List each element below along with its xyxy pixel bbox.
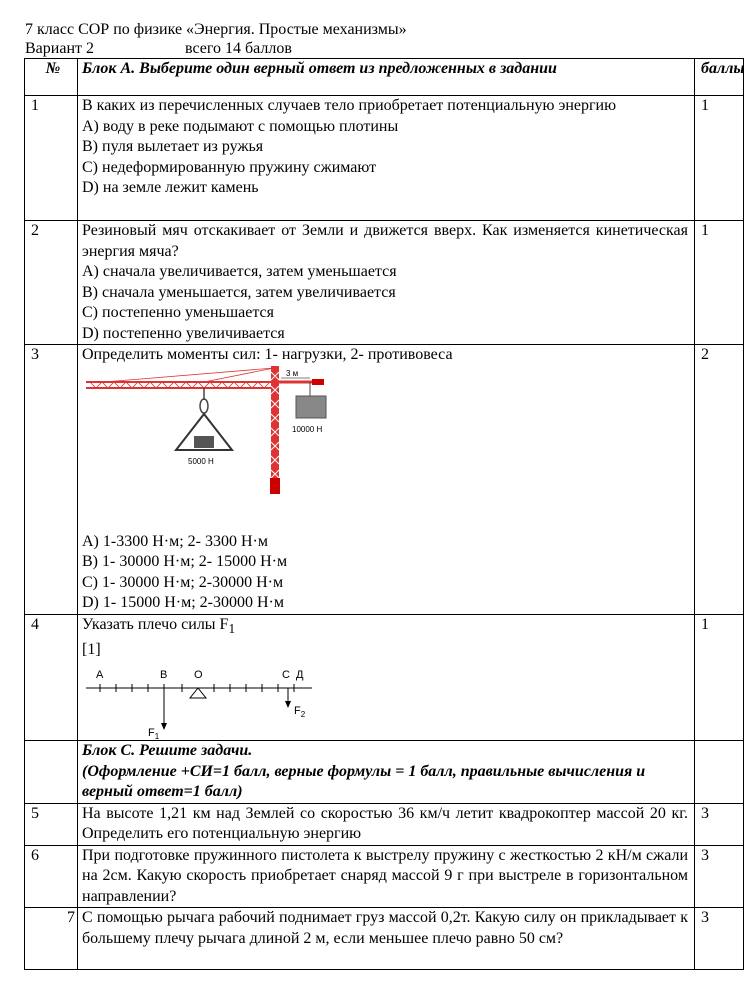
q7-number: 7 — [25, 908, 78, 970]
q4-number: 4 — [25, 615, 78, 741]
q3-cell — [78, 345, 695, 615]
table-row-q7 — [25, 908, 744, 970]
q6-number: 6 — [25, 845, 78, 908]
q5-number: 5 — [25, 803, 78, 845]
force-f1-label: $F_1$ — [148, 727, 160, 742]
tower-base — [270, 478, 280, 494]
q3-text: Определить моменты сил: 1- нагрузки, 2- противовеса — [82, 346, 453, 363]
q2-option-c: С) постепенно уменьшается — [82, 304, 274, 321]
table-row-q3 — [25, 345, 744, 615]
total-points: всего 14 баллов — [185, 40, 292, 57]
q2-option-b: В) сначала уменьшается, затем увеличивается — [82, 283, 396, 301]
crane-tower — [271, 366, 279, 494]
q7-points: 3 — [695, 908, 744, 970]
label-b: В — [160, 669, 168, 682]
block-c-title: Блок С. Решите задачи. — [82, 742, 253, 760]
q1-option-d: D) на земле лежит камень — [82, 179, 259, 196]
distance-label: 3 м — [286, 368, 299, 378]
counterweight-label: 10000 Н — [292, 424, 323, 434]
q2-text: Резиновый мяч отскакивает от Земли и движется вверх. Как изменяется кинетическая энергия мяча? — [82, 222, 688, 260]
col-points-header: баллы — [695, 59, 744, 96]
q1-option-a: А) воду в реке подымают с помощью плотины — [82, 117, 399, 135]
task-table — [24, 58, 744, 970]
q2-cell — [78, 221, 695, 345]
table-row-q2 — [25, 221, 744, 345]
force-f2-label: $F_2$ — [294, 705, 306, 720]
counter-jib-end — [312, 379, 324, 385]
force-f2-head — [285, 701, 291, 708]
q2-number: 2 — [25, 221, 78, 345]
q3-number: 3 — [25, 345, 78, 615]
q5-points: 3 — [695, 803, 744, 845]
load-hook — [200, 399, 208, 413]
q7-text: С помощью рычага рабочий поднимает груз массой 0,2т. Какую силу он прикладывает к большему плечу рычага длиной 2 м, если меньшее плечо равно 50 см? — [78, 908, 695, 970]
q5-text: На высоте 1,21 км над Землей со скоростью 36 км/ч летит квадрокоптер массой 20 кг. Определить его потенциальную энергию — [78, 803, 695, 845]
variant-line — [25, 40, 292, 58]
jib-cable — [104, 368, 274, 382]
load-weight — [194, 436, 214, 448]
q2-points: 1 — [695, 221, 744, 345]
page-title: 7 класс СОР по физике «Энергия. Простые механизмы» — [25, 21, 407, 38]
q3-points: 2 — [695, 345, 744, 615]
col-num-header: № — [25, 59, 78, 96]
lever-figure — [82, 660, 322, 740]
q3-option-c: С) 1- 30000 Н·м; 2-30000 Н·м — [82, 573, 284, 591]
q1-cell — [78, 96, 695, 221]
variant-label: Вариант 2 — [25, 40, 94, 57]
q6-text: При подготовке пружинного пистолета к выстрелу пружину с жесткостью 2 кН/м сжали на 2см. Какую скорость приобретает снаряд массой 9 г при выстреле в горизонтальном направлении? — [78, 845, 695, 908]
q4-mark: [1] — [82, 640, 101, 658]
crane-figure — [84, 366, 334, 512]
q1-number: 1 — [25, 96, 78, 221]
q3-option-a: А) 1-3300 Н·м; 2- 3300 Н·м — [82, 532, 268, 550]
label-o: О — [194, 669, 203, 682]
q1-points: 1 — [695, 96, 744, 221]
q1-option-b: В) пуля вылетает из ружья — [82, 138, 264, 155]
block-c-note: (Оформление +СИ=1 балл, верные формулы = 1 балл, правильные вычисления и верный ответ=1 балл) — [82, 762, 646, 801]
table-row-q1 — [25, 96, 744, 221]
col-task-header: Блок А. Выберите один верный ответ из предложенных в задании — [78, 59, 695, 96]
q4-text-sub: 1 — [228, 621, 236, 637]
table-header-row — [25, 59, 744, 96]
force-f1-head — [161, 723, 167, 730]
q4-text-main: Указать плечо силы F — [82, 616, 229, 633]
q3-option-b: В) 1- 30000 Н·м; 2- 15000 Н·м — [82, 553, 288, 570]
q1-option-c: С) недеформированную пружину сжимают — [82, 158, 377, 176]
label-c: С — [282, 669, 290, 682]
jib-cable-2 — [204, 368, 274, 382]
table-row-q5 — [25, 803, 744, 845]
q4-cell — [78, 615, 695, 741]
label-d: Д — [296, 669, 304, 682]
q2-option-d: D) постепенно увеличивается — [82, 324, 285, 342]
q1-text: В каких из перечисленных случаев тело приобретает потенциальную энергию — [82, 97, 617, 114]
table-row-q6 — [25, 845, 744, 908]
q3-option-d: D) 1- 15000 Н·м; 2-30000 Н·м — [82, 594, 284, 611]
counterweight-block — [296, 396, 326, 418]
block-c-cell — [78, 741, 695, 804]
table-row-block-c — [25, 741, 744, 804]
q4-text — [82, 615, 688, 640]
load-label: 5000 Н — [188, 456, 214, 466]
table-row-q4 — [25, 615, 744, 741]
fulcrum — [190, 688, 206, 698]
label-a: А — [96, 669, 104, 682]
q6-points: 3 — [695, 845, 744, 908]
q4-points: 1 — [695, 615, 744, 741]
q2-option-a: А) сначала увеличивается, затем уменьшается — [82, 263, 397, 280]
